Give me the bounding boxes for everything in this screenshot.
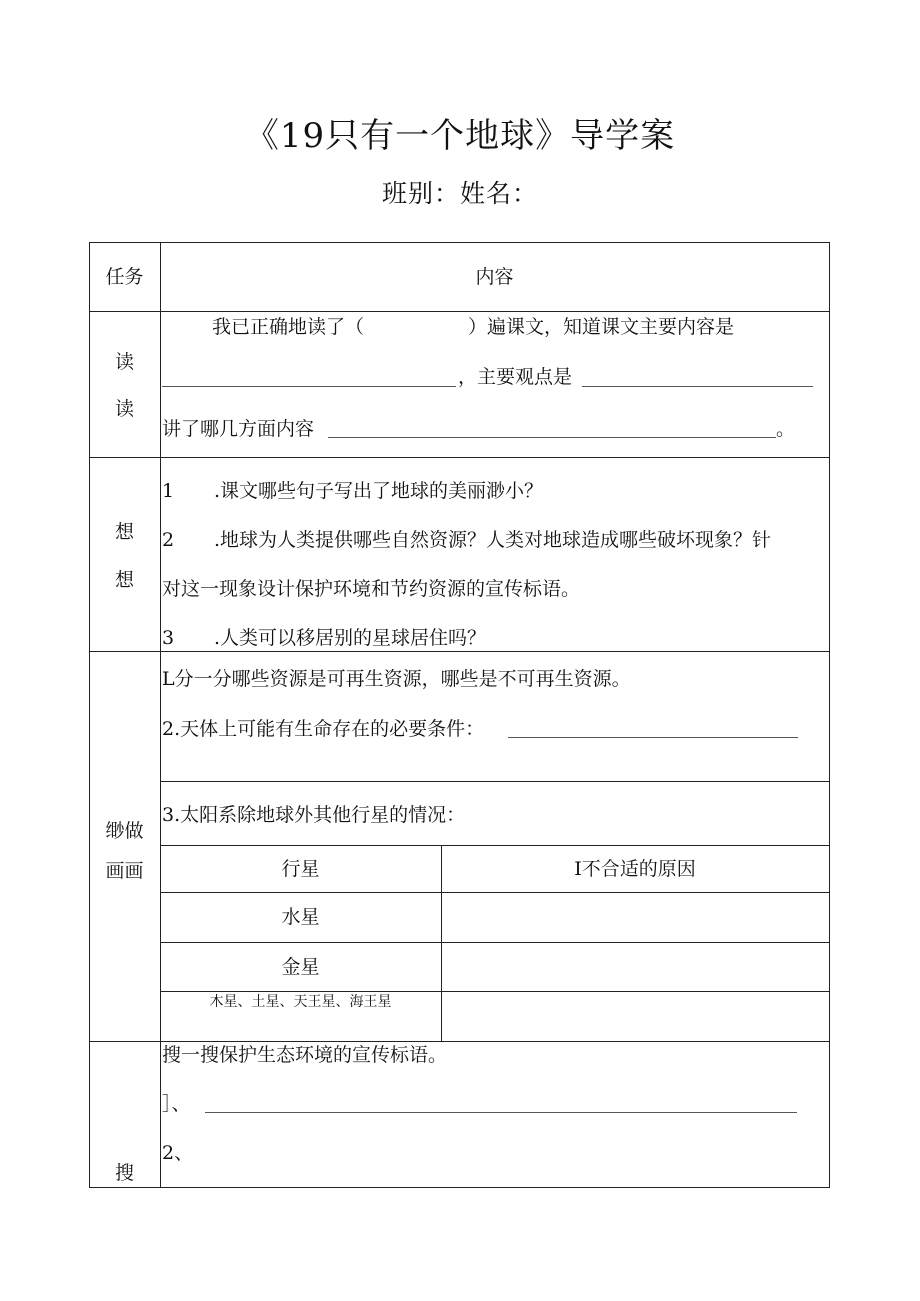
do-item-3: 3.太阳系除地球外其他行星的情况： — [162, 804, 466, 826]
table-border — [89, 457, 830, 458]
read-line-2: ，主要观点是 — [458, 366, 573, 388]
table-border — [89, 242, 90, 1188]
do-label: 缈做 — [105, 820, 144, 842]
planet-row-mercury: 水星 — [281, 906, 320, 928]
do-item-2: 2.天体上可能有生命存在的必要条件： — [162, 718, 485, 740]
search-item-1: ］、 — [162, 1093, 191, 1115]
table-border — [829, 242, 830, 1188]
page-title: 《19只有一个地球》导学案 — [244, 116, 676, 156]
think-q1: .课文哪些句子写出了地球的美丽渺小？ — [214, 480, 544, 502]
planet-table-head-reason: I不合适的原因 — [574, 858, 696, 880]
think-label: 想 — [114, 521, 134, 543]
search-intro: 搜一搜保护生态环境的宣传标语。 — [162, 1044, 448, 1066]
table-border — [160, 892, 830, 893]
header-task: 任务 — [105, 266, 144, 288]
table-border — [160, 942, 830, 943]
read-line-3b: 。 — [776, 418, 796, 440]
think-label: 想 — [114, 569, 134, 591]
think-q1-num: 1 — [162, 480, 175, 502]
think-q2-cont: 对这一现象设计保护环境和节约资源的宣传标语。 — [162, 578, 581, 600]
answer-blank[interactable] — [328, 437, 776, 438]
table-border — [160, 991, 830, 992]
answer-blank[interactable] — [508, 737, 798, 738]
read-line-1a: 我已正确地读了（ — [212, 316, 365, 338]
planet-row-outer: 木星、土星、天王星、海王星 — [209, 994, 392, 1010]
table-border — [160, 242, 161, 1188]
table-border — [89, 311, 830, 312]
think-q2: .地球为人类提供哪些自然资源？人类对地球造成哪些破坏现象？针 — [214, 529, 772, 551]
header-content: 内容 — [475, 266, 514, 288]
read-line-3a: 讲了哪几方面内容 — [162, 418, 315, 440]
do-item-1: L分一分哪些资源是可再生资源，哪些是不可再生资源。 — [162, 668, 631, 690]
answer-blank[interactable] — [582, 386, 813, 387]
class-name-line: 班别：姓名： — [381, 179, 538, 208]
table-border — [160, 781, 830, 782]
search-label: 搜 — [114, 1162, 134, 1184]
planet-table-head-planet: 行星 — [281, 858, 320, 880]
table-border — [89, 1041, 830, 1042]
think-q2-num: 2 — [162, 529, 175, 551]
planet-row-venus: 金星 — [281, 956, 320, 978]
search-item-2: 2、 — [162, 1142, 194, 1164]
answer-blank[interactable] — [205, 1112, 797, 1113]
table-border — [89, 242, 830, 243]
table-border — [89, 651, 830, 652]
think-q3: .人类可以移居别的星球居住吗？ — [214, 627, 487, 649]
read-label: 读 — [114, 351, 134, 373]
think-q3-num: 3 — [162, 627, 175, 649]
table-border — [89, 1187, 830, 1188]
table-border — [160, 845, 830, 846]
do-label: 画画 — [105, 860, 144, 882]
read-line-1b: ）遍课文，知道课文主要内容是 — [468, 316, 735, 338]
read-label: 读 — [114, 398, 134, 420]
answer-blank[interactable] — [162, 386, 456, 387]
